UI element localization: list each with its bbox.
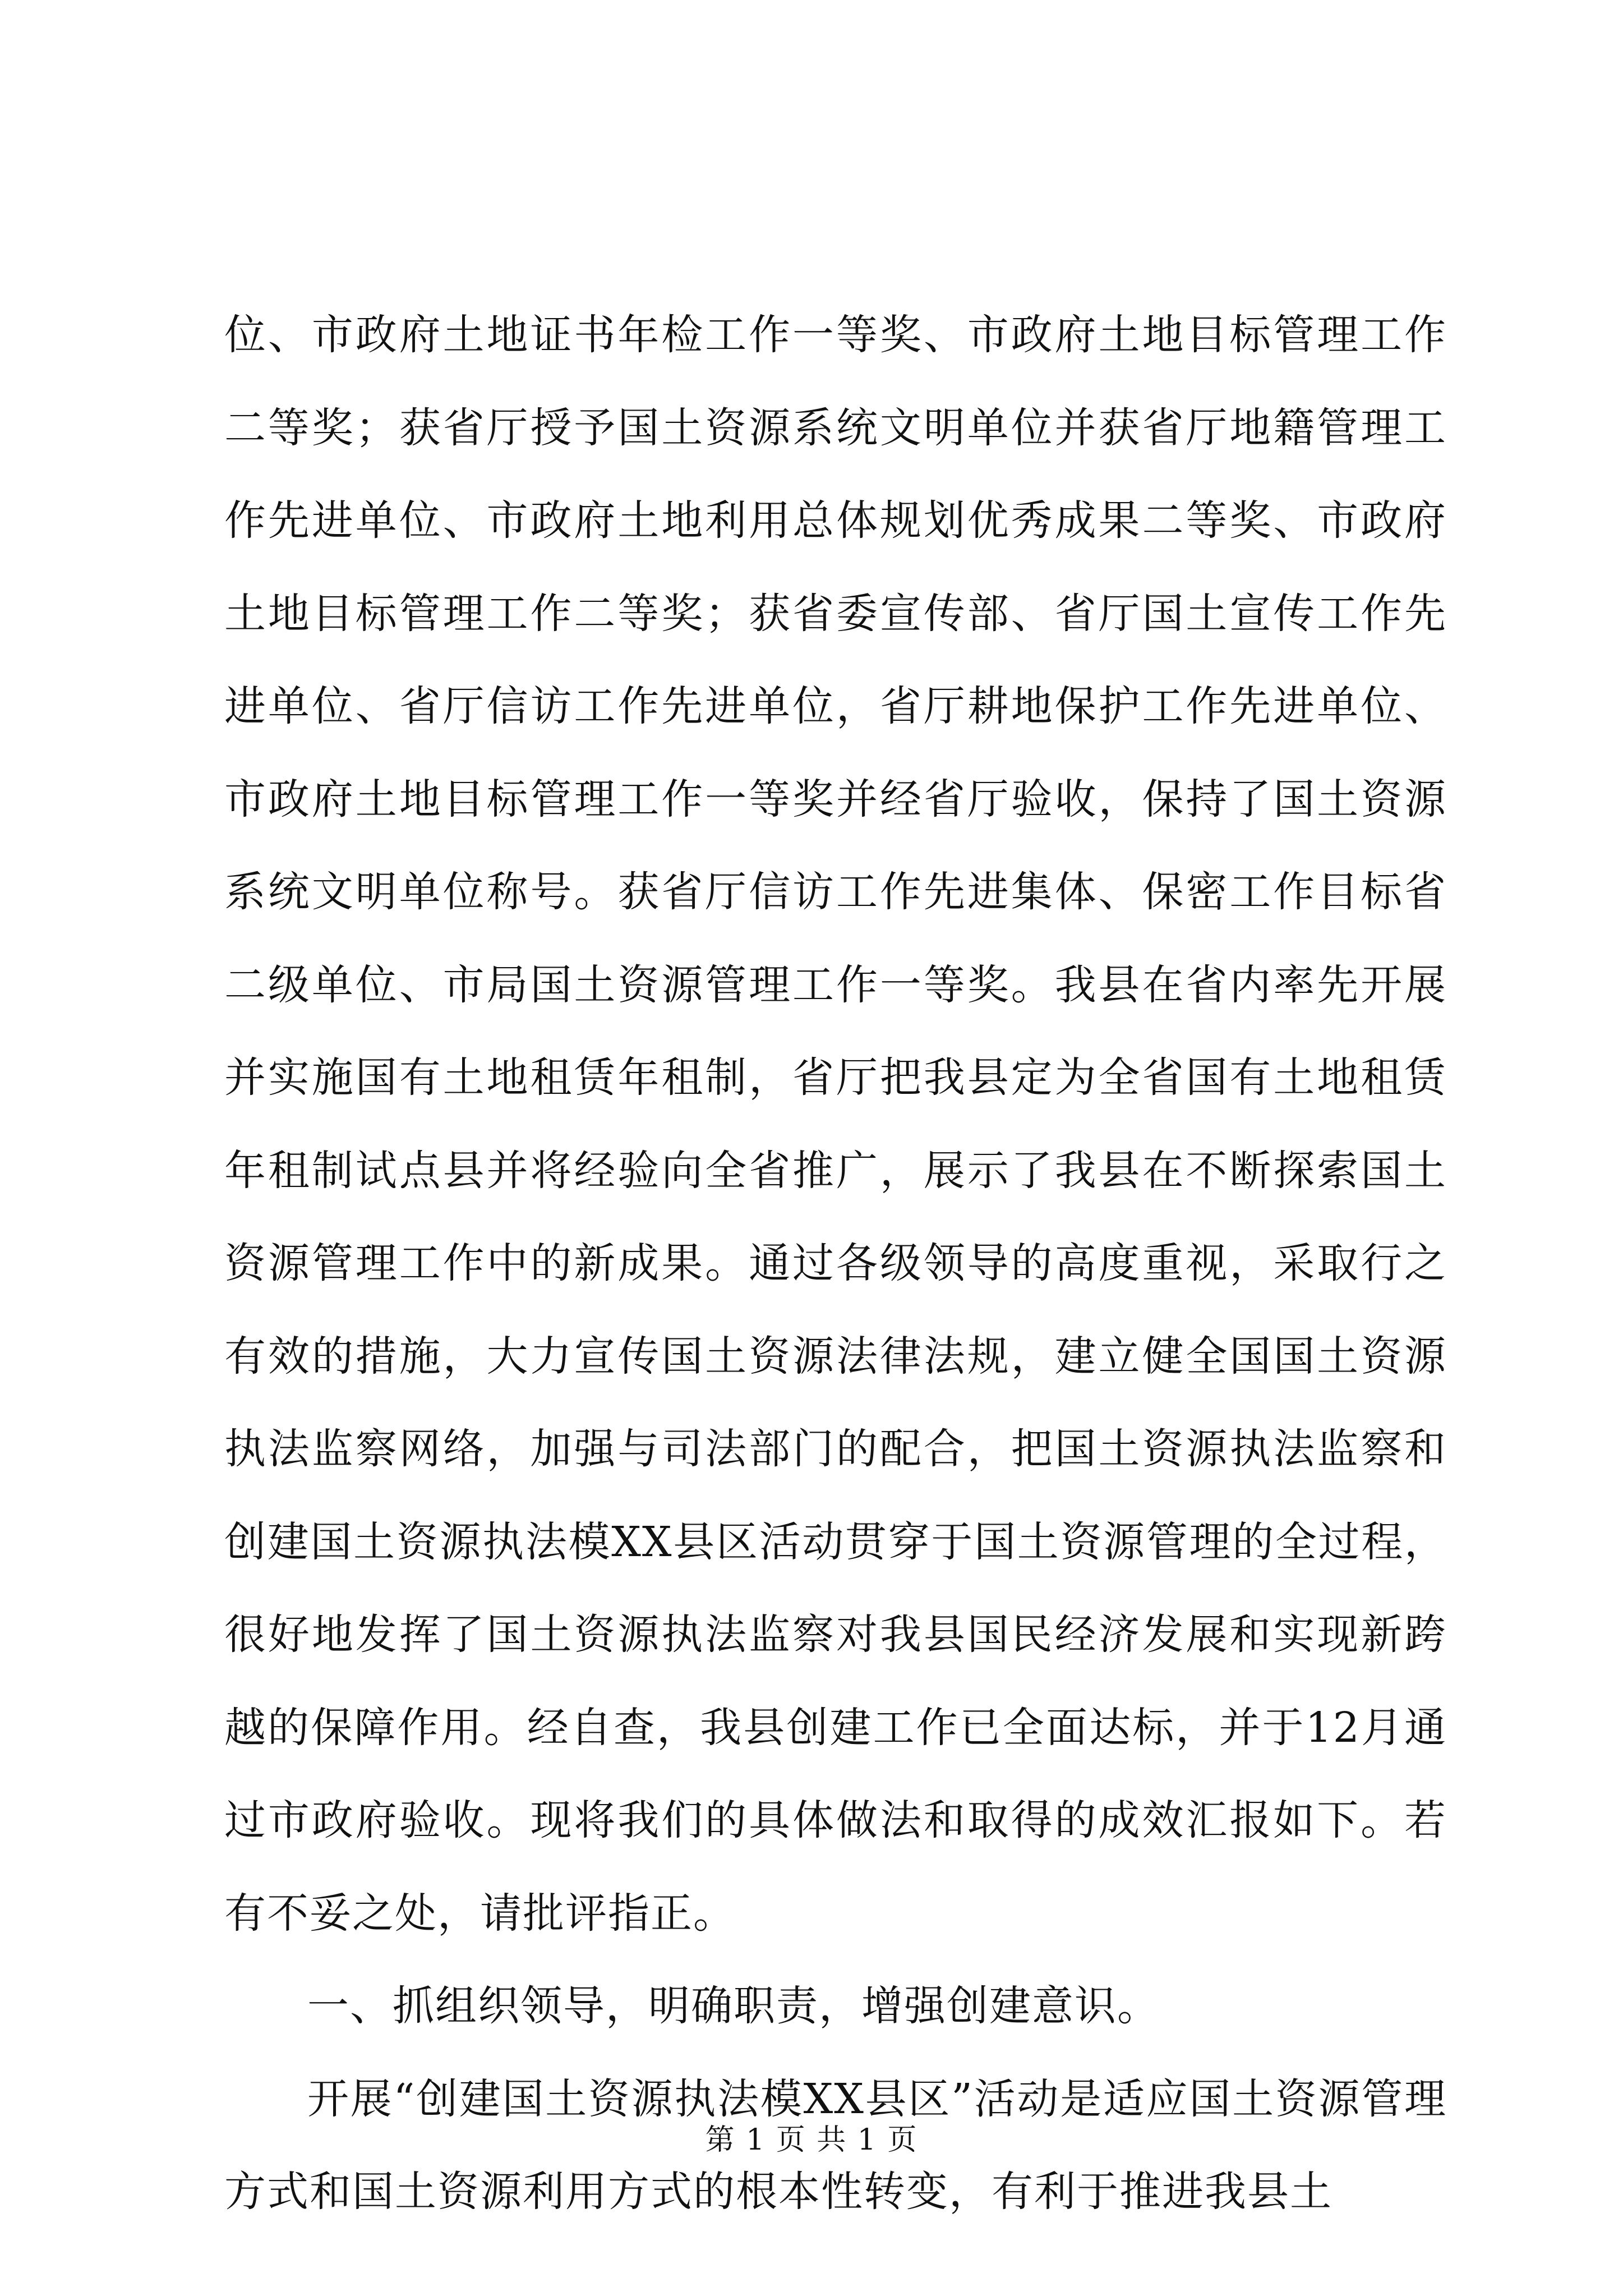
page-footer: 第 1 页 共 1 页 — [705, 2123, 918, 2157]
body-paragraph: 开展“创建国土资源执法模XX县区”活动是适应国土资源管理方式和国土资源利用方式的根本性转变，有利于推进我县土 — [224, 2074, 1447, 2216]
section-heading: 一、抓组织领导，明确职责，增强创建意识。 — [307, 1982, 1160, 2030]
document-body — [224, 289, 1447, 2239]
body-paragraph: 位、市政府土地证书年检工作一等奖、市政府土地目标管理工作二等奖；获省厅授予国土资源系统文明单位并获省厅地籍管理工作先进单位、市政府土地利用总体规划优秀成果二等奖、市政府土地目标管理工作二等奖；获省委宣传部、省厅国土宣传工作先进单位、省厅信访工作先进单位，省厅耕地保护工作先进单位、市政府土地目标管理工作一等奖并经省厅验收，保持了国土资源系统文明单位称号。获省厅信访工作先进集体、保密工作目标省二级单位、市局国土资源管理工作一等奖。我县在省内率先开展并实施国有土地租赁年租制，省厅把我县定为全省国有土地租赁年租制试点县并将经验向全省推广，展示了我县在不断探索国土资源管理工作中的新成果。通过各级领导的高度重视，采取行之有效的措施，大力宣传国土资源法律法规，建立健全国国土资源执法监察网络，加强与司法部门的配合，把国土资源执法监察和创建国土资源执法模XX县区活动贯穿于国土资源管理的全过程，很好地发挥了国土资源执法监察对我县国民经济发展和实现新跨越的保障作用。经自查，我县创建工作已全面达标，并于12月通过市政府验收。现将我们的具体做法和取得的成效汇报如下。若有不妥之处，请批评指正。 — [224, 311, 1447, 1938]
